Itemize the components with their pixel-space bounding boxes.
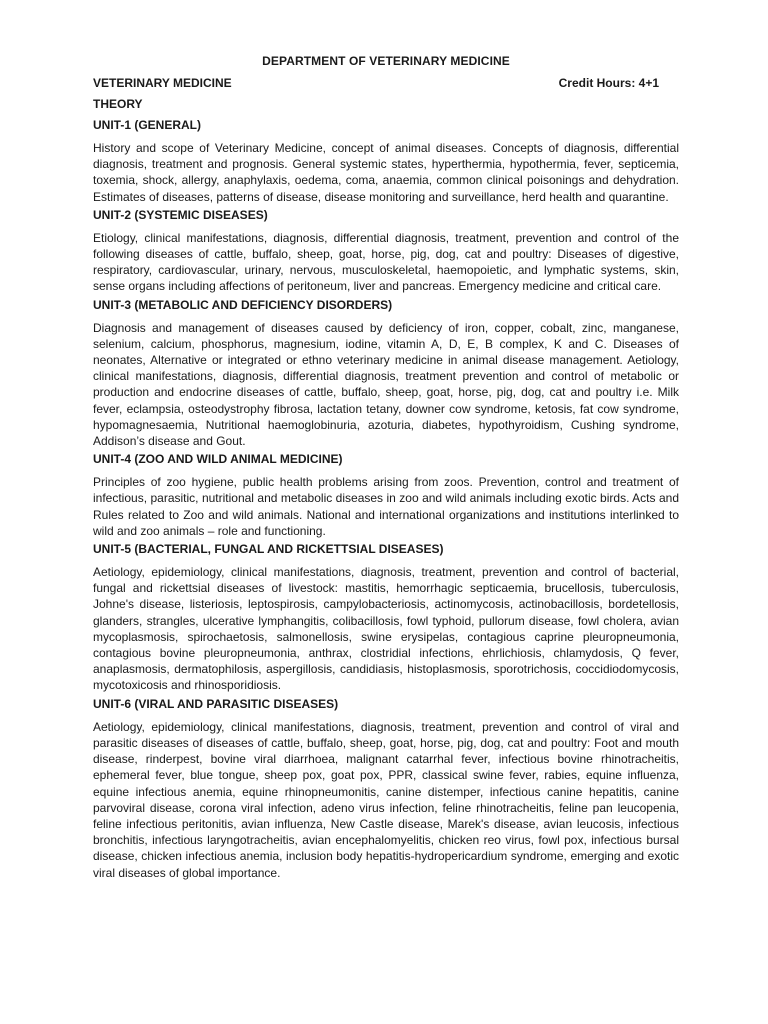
credit-hours: Credit Hours: 4+1 [558, 76, 659, 90]
course-title: VETERINARY MEDICINE [93, 76, 232, 90]
department-title: DEPARTMENT OF VETERINARY MEDICINE [262, 54, 510, 68]
unit-body: Aetiology, epidemiology, clinical manifestations, diagnosis, treatment, prevention and control of bacterial, fungal and rickettsial diseases of livestock: mastitis, hemorrhagic septicaemia, brucellosis, tuberculosis, Johne's disease, listeriosis, leptospirosis, campylobacteriosis, actinomycosis, actinobacillosis, bordetellosis, glanders, strangles, ulcerative lymphangitis, colibacillosis, fowl typhoid, pullorum disease, fowl cholera, avian mycoplasmosis, spirochaetosis, salmonellosis, swine erysipelas, contagious caprine pleuropneumonia, contagious bovine pleuropneumonia, anthrax, clostridial infections, ehrlichiosis, chlamydosis, Q fever, anaplasmosis, dermatophilosis, aspergillosis, candidiasis, histoplasmosis, sporotrichosis, coccidiodomycosis, mycotoxicosis and rhinosporidiosis. [93, 565, 679, 693]
document-content [93, 54, 679, 884]
unit-body: Aetiology, epidemiology, clinical manifestations, diagnosis, treatment, prevention and control of viral and parasitic diseases of diseases of cattle, buffalo, sheep, goat, horse, pig, dog, cat and poultry: Foot and mouth disease, rinderpest, bovine viral diarrhoea, malignant catarrhal fever, infectious bovine rhinotracheitis, ephemeral fever, blue tongue, sheep pox, goat pox, PPR, classical swine fever, rabies, equine influenza, equine infectious anemia, equine rhinopneumonitis, canine distemper, infectious canine hepatitis, canine parvoviral disease, corona viral infection, adeno virus infection, feline rhinotracheitis, feline pan leucopenia, feline infectious peritonitis, avian influenza, New Castle disease, Marek's disease, avian leucosis, infectious bronchitis, infectious laryngotracheitis, avian encephalomyelitis, chicken reo virus, fowl pox, infectious bursal disease, chicken infectious anemia, inclusion body hepatitis-hydropericardium syndrome, emerging and exotic viral diseases of global importance. [93, 719, 679, 880]
section-title: THEORY [93, 97, 143, 111]
unit-body: Principles of zoo hygiene, public health problems arising from zoos. Prevention, control and treatment of infectious, parasitic, nutritional and metabolic diseases in zoo and wild animals including exotic birds. Acts and Rules related to Zoo and wild animals. National and international organizations and institutions interlinked to wild and zoo animals – role and functioning. [93, 475, 679, 538]
unit-body: Diagnosis and management of diseases caused by deficiency of iron, copper, cobalt, zinc, manganese, selenium, calcium, phosphorus, magnesium, iodine, vitamin A, D, E, B complex, K and C. Diseases of neonates, Alternative or integrated or ethno veterinary medicine in animal disease management. Aetiology, clinical manifestations, diagnosis, differential diagnosis, treatment prevention and control of metabolic or production and endocrine diseases of cattle, buffalo, sheep, goat, horse, pig, dog, cat and poultry i.e. Milk fever, eclampsia, osteodystrophy fibrosa, lactation tetany, downer cow syndrome, ketosis, fat cow syndrome, hypomagnesaemia, Nutritional haemoglobinuria, azoturia, diabetes, hypothyroidism, Cushing syndrome, Addison’s disease and Gout. [93, 320, 679, 449]
unit-heading: UNIT-5 (BACTERIAL, FUNGAL AND RICKETTSIAL DISEASES) [93, 542, 444, 557]
unit-heading: UNIT-6 (VIRAL AND PARASITIC DISEASES) [93, 696, 339, 711]
unit-body: History and scope of Veterinary Medicine, concept of animal diseases. Concepts of diagnosis, differential diagnosis, treatment and prognosis. General systemic states, hyperthermia, hypothermia, fever, septicemia, toxemia, shock, allergy, anaphylaxis, oedema, coma, anaemia, common clinical poisonings and dehydration. Estimates of diseases, patterns of disease, disease monitoring and surveillance, herd health and quarantine. [93, 141, 679, 204]
course-header-row [93, 76, 679, 90]
unit-heading: UNIT-4 (ZOO AND WILD ANIMAL MEDICINE) [93, 452, 343, 467]
unit-heading: UNIT-3 (METABOLIC AND DEFICIENCY DISORDERS) [93, 297, 393, 312]
unit-heading: UNIT-2 (SYSTEMIC DISEASES) [93, 207, 268, 222]
unit-heading: UNIT-1 (GENERAL) [93, 118, 201, 132]
unit-body: Etiology, clinical manifestations, diagnosis, differential diagnosis, treatment, prevention and control of the following diseases of cattle, buffalo, sheep, goat, horse, pig, dog, cat and poultry: Diseases of digestive, respiratory, cardiovascular, urinary, nervous, musculoskeletal, haemopoietic, and lymphatic systems, skin, sense organs including affections of peritoneum, liver and pancreas. Emergency medicine and critical care. [93, 230, 679, 294]
